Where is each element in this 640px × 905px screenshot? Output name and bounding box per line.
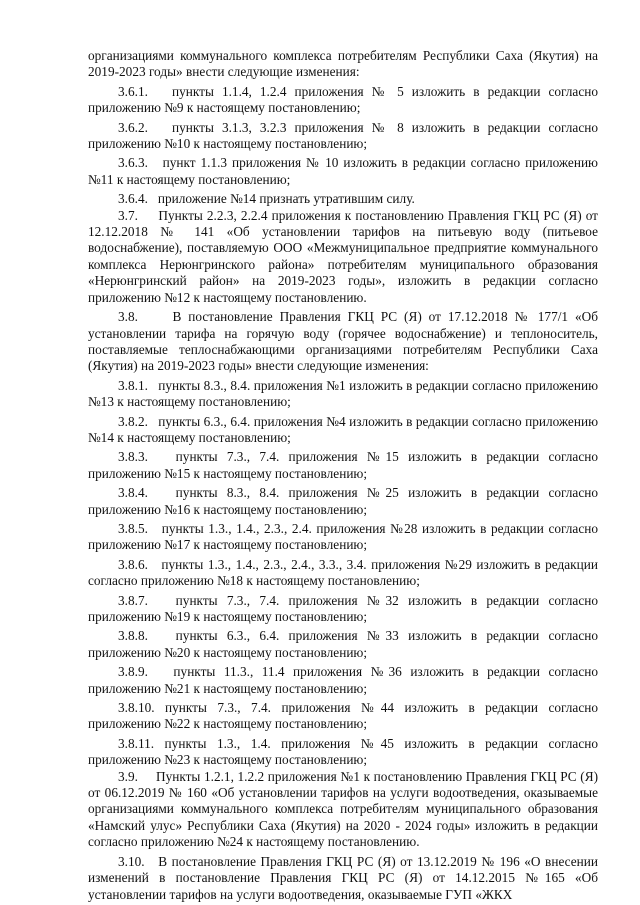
paragraph-3-6-2: 3.6.2. пункты 3.1.3, 3.2.3 приложения № 8 изложить в редакции согласно приложению №10 к настоящему постановлению; — [88, 119, 598, 152]
paragraph-3-6-3: 3.6.3. пункт 1.1.3 приложения № 10 изложить в редакции согласно приложению №11 к настоящему постановлению; — [88, 155, 598, 187]
paragraph-3-8-6: 3.8.6. пункты 1.3., 1.4., 2.3., 2.4., 3.3., 3.4. приложения №29 изложить в редакции согласно приложению №18 к настоящему постановлению; — [88, 556, 598, 589]
paragraph-3-8-7: 3.8.7. пункты 7.3., 7.4. приложения №32 изложить в редакции согласно приложению №19 к настоящему постановлению; — [88, 592, 598, 624]
paragraph-3-8: 3.8. В постановление Правления ГКЦ РС (Я) от 17.12.2018 № 177/1 «Об установлении тарифа на горячую воду (горячее водоснабжение) и теплоноситель, поставляемые теплоснабжающими организациями потребителям Республики Саха (Якутия) на 2019-2023 годы» внести следующие изменения: — [88, 309, 598, 374]
document-body — [88, 48, 598, 903]
paragraph-3-10: 3.10. В постановление Правления ГКЦ РС (Я) от 13.12.2019 № 196 «О внесении изменений в постановление Правления ГКЦ РС (Я) от 14.12.2015 №165 «Об установлении тарифов на услуги водоотведения, оказываемые ГУП «ЖКХ — [88, 853, 598, 902]
paragraph-3-9: 3.9. Пункты 1.2.1, 1.2.2 приложения №1 к постановлению Правления ГКЦ РС (Я) от 06.12.2019 № 160 «Об установлении тарифов на услуги водоотведения, оказываемые организациями коммунального комплекса потребителям муниципального образования «Намский улус» Республики Саха (Якутия) на 2020 - 2024 годы» изложить в редакции согласно приложению №24 к настоящему постановлению. — [88, 768, 598, 850]
paragraph-3-8-3: 3.8.3. пункты 7.3., 7.4. приложения №15 изложить в редакции согласно приложению №15 к настоящему постановлению; — [88, 449, 598, 481]
paragraph-3-7: 3.7. Пункты 2.2.3, 2.2.4 приложения к постановлению Правления ГКЦ РС (Я) от 12.12.2018 № 141 «Об установлении тарифов на питьевую воду (питьевое водоснабжение), поставляемую ООО «Межмуниципальное предприятие коммунального комплекса Нерюнгринского района» потребителям муниципального образования «Нерюнгринский район» на 2019-2023 годы», изложить в редакции согласно приложению №12 к настоящему постановлению. — [88, 207, 598, 305]
paragraph-3-8-8: 3.8.8. пункты 6.3., 6.4. приложения №33 изложить в редакции согласно приложению №20 к настоящему постановлению; — [88, 628, 598, 660]
paragraph-3-8-1: 3.8.1. пункты 8.3., 8.4. приложения №1 изложить в редакции согласно приложению №13 к настоящему постановлению; — [88, 377, 598, 410]
paragraph-3-8-2: 3.8.2. пункты 6.3., 6.4. приложения №4 изложить в редакции согласно приложению №14 к настоящему постановлению; — [88, 413, 598, 445]
paragraph-3-8-10: 3.8.10. пункты 7.3., 7.4. приложения №44 изложить в редакции согласно приложению №22 к настоящему постановлению; — [88, 700, 598, 732]
paragraph-3-8-5: 3.8.5. пункты 1.3., 1.4., 2.3., 2.4. приложения №28 изложить в редакции согласно приложению №17 к настоящему постановлению; — [88, 520, 598, 553]
paragraph-3-8-9: 3.8.9. пункты 11.3., 11.4 приложения №36 изложить в редакции согласно приложению №21 к настоящему постановлению; — [88, 664, 598, 696]
paragraph-3-8-11: 3.8.11. пункты 1.3., 1.4. приложения №45 изложить в редакции согласно приложению №23 к настоящему постановлению; — [88, 735, 598, 768]
paragraph-intro: организациями коммунального комплекса потребителям Республики Саха (Якутия) на 2019-2023 годы» внести следующие изменения: — [88, 48, 598, 80]
paragraph-3-8-4: 3.8.4. пункты 8.3., 8.4. приложения №25 изложить в редакции согласно приложению №16 к настоящему постановлению; — [88, 485, 598, 517]
paragraph-3-6-1: 3.6.1. пункты 1.1.4, 1.2.4 приложения № 5 изложить в редакции согласно приложению №9 к настоящему постановлению; — [88, 83, 598, 116]
paragraph-3-6-4: 3.6.4. приложение №14 признать утратившим силу. — [118, 191, 415, 207]
